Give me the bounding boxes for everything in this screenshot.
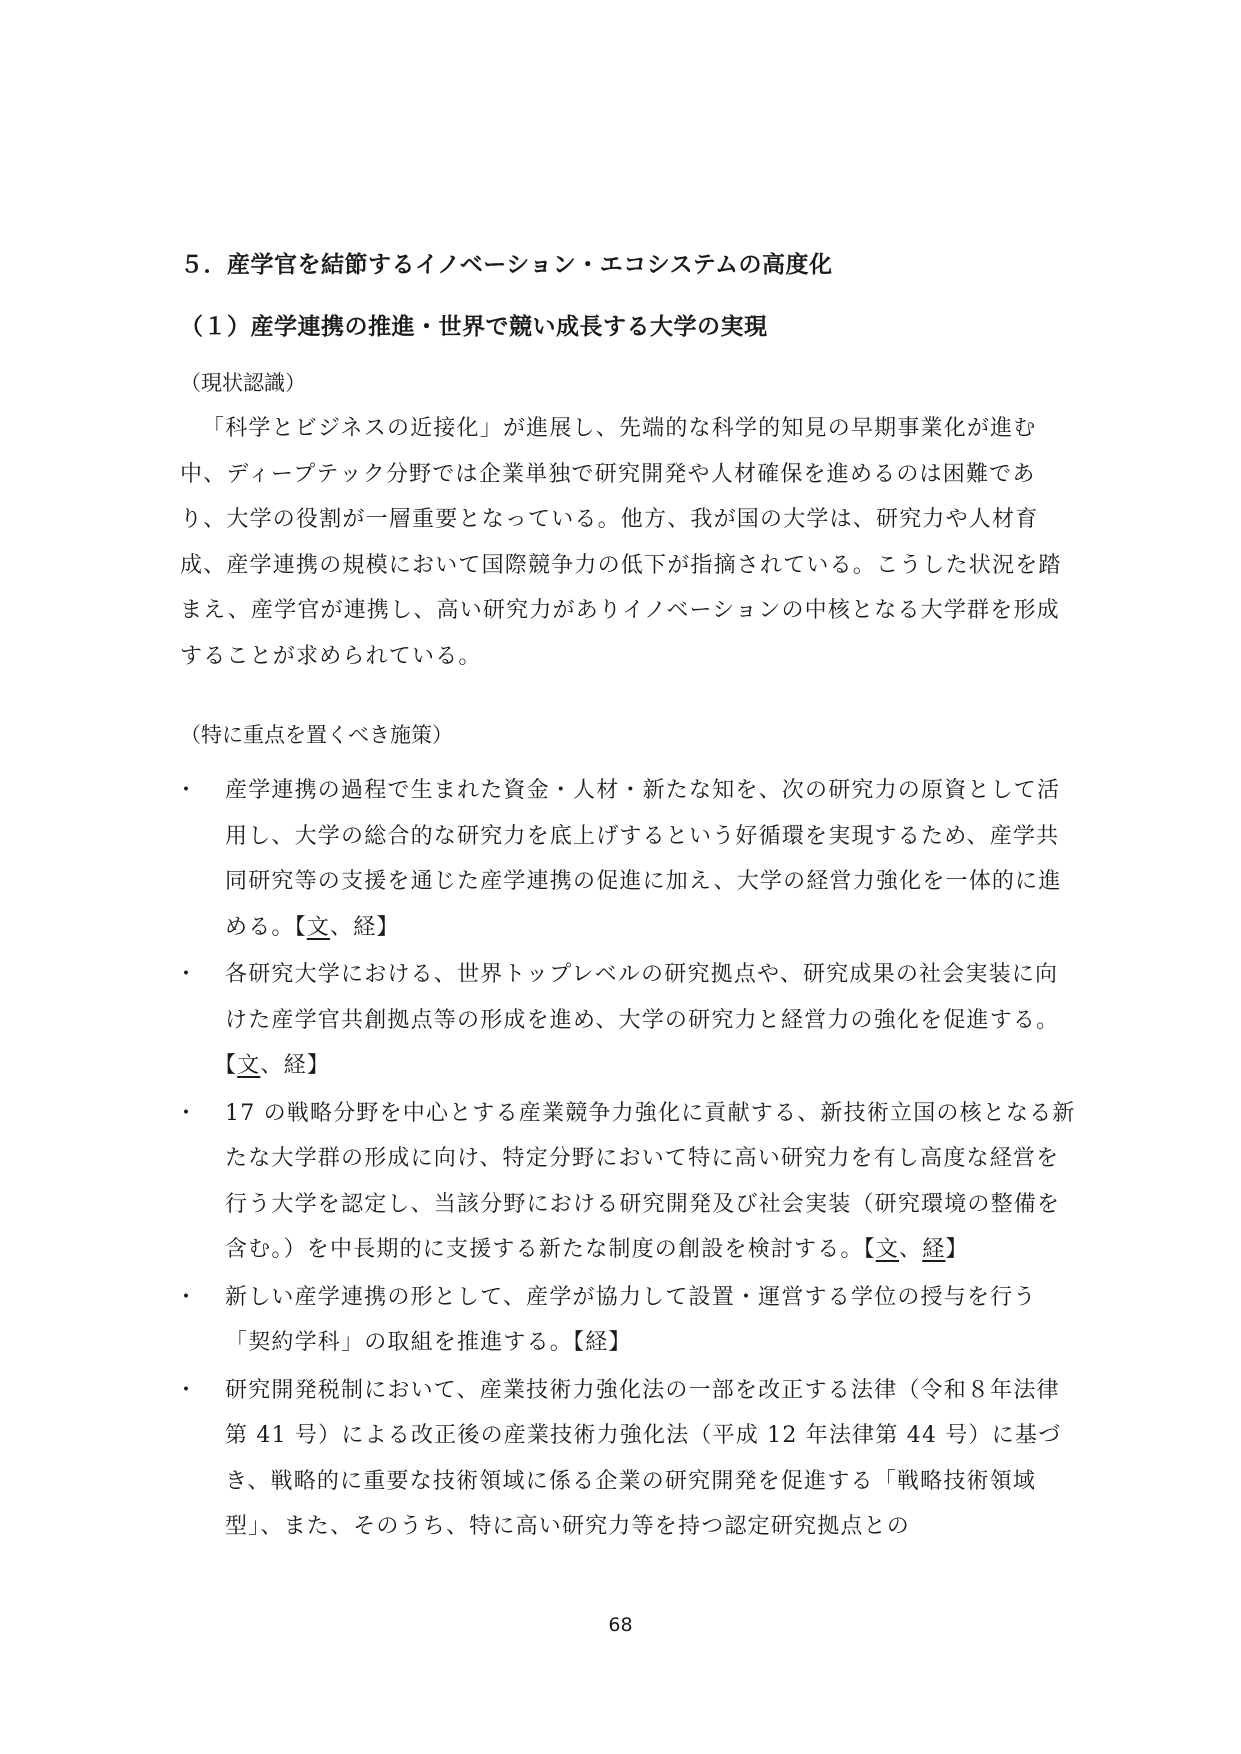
ministry-tags: 【文、経】: [863, 1237, 969, 1262]
list-item: [170, 1368, 1080, 1550]
list-item-text: 研究開発税制において、産業技術力強化法の一部を改正する法律（令和８年法律第 41 号）による改正後の産業技術力強化法（平成 12 年法律第 44 号）に基づき、戦略的に重要な技術領域に係る企業の研究開発を促進する「戦略技術領域型」、また、そのうち、特に高い研究力等を持つ認定研究拠点との: [225, 1377, 1062, 1539]
ministry-tag: 文: [237, 1053, 261, 1078]
bullet-mark: ・: [175, 962, 199, 987]
page-number: 68: [608, 1614, 633, 1636]
ministry-tag: 経: [283, 1053, 307, 1078]
list-item-text: 17 の戦略分野を中心とする産業競争力強化に貢献する、新技術立国の核となる新たな大学群の形成に向け、特定分野において特に高い研究力を有し高度な経営を行う大学を認定し、当該分野における研究開発及び社会実装（研究環境の整備を含む。）を中長期的に支援する新たな制度の創設を検討する。: [225, 1100, 1076, 1262]
list-item: [170, 768, 1080, 950]
bullet-mark: ・: [175, 1100, 199, 1126]
priority-measures-list: [170, 768, 1080, 1552]
current-situation-paragraph: 「科学とビジネスの近接化」が進展し、先端的な科学的知見の早期事業化が進む中、ディープテック分野では企業単独で研究開発や人材確保を進めるのは困難であり、大学の役割が一層重要となっている。他方、我が国の大学は、研究力や人材育成、産学連携の規模において国際競争力の低下が指摘されている。こうした状況を踏まえ、産学官が連携し、高い研究力がありイノベーションの中核となる大学群を形成することが求められている。: [180, 416, 1062, 669]
list-item-text: 各研究大学における、世界トップレベルの研究拠点や、研究成果の社会実装に向けた産学官共創拠点等の形成を進め、大学の研究力と経営力の強化を促進する。: [225, 962, 1060, 1033]
subsection-title: （１）産学連携の推進・世界で競い成長する大学の実現: [180, 314, 768, 340]
ministry-tags: 【文、経】: [225, 1053, 331, 1078]
list-item: [170, 1275, 1080, 1366]
list-item-text: 産学連携の過程で生まれた資金・人材・新たな知を、次の研究力の原資として活用し、大学の総合的な研究力を底上げするという好循環を実現するため、産学共同研究等の支援を通じた産学連携の促進に加え、大学の経営力強化を一体的に進める。: [225, 778, 1062, 940]
ministry-tag: 文: [306, 914, 331, 940]
ministry-tags: 【経】: [573, 1330, 632, 1355]
list-item-text: 新しい産学連携の形として、産学が協力して設置・運営する学位の授与を行う「契約学科」の取組を推進する。: [225, 1284, 1037, 1355]
section-title: ５．産学官を結節するイノベーション・エコシステムの高度化: [180, 252, 833, 278]
ministry-tag: 経: [353, 914, 377, 940]
bullet-mark: ・: [175, 1284, 199, 1310]
priority-measures-label: （特に重点を置くべき施策）: [180, 723, 453, 747]
bullet-mark: ・: [175, 778, 199, 803]
ministry-tag: 経: [922, 1237, 946, 1262]
ministry-tags: 【文、経】: [294, 914, 400, 940]
ministry-tag: 経: [585, 1330, 609, 1355]
ministry-tag: 文: [875, 1237, 900, 1262]
list-item: [170, 1091, 1080, 1273]
current-situation-label: （現状認識）: [180, 371, 306, 395]
bullet-mark: ・: [175, 1377, 199, 1403]
list-item: [170, 952, 1080, 1089]
